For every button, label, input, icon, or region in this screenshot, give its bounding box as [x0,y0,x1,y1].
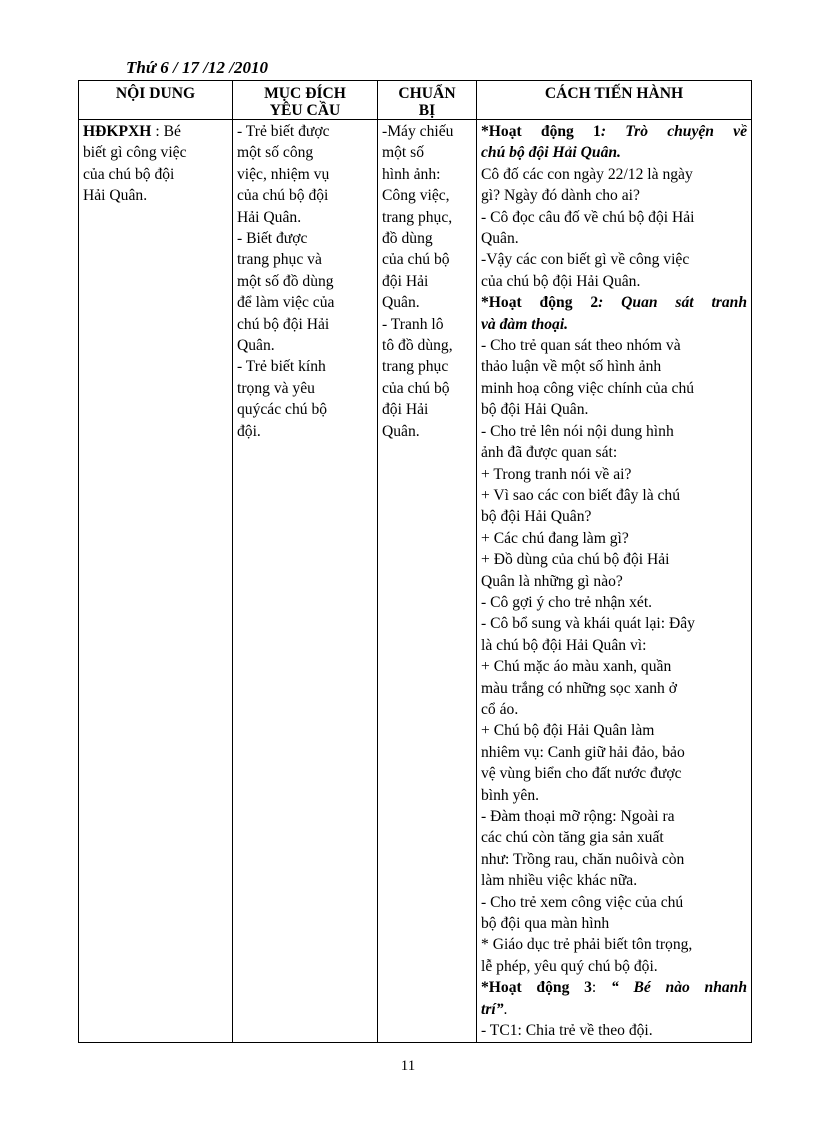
procedure-line: làm nhiều việc khác nữa. [481,872,638,890]
page-number: 11 [400,1058,416,1074]
procedure-line: - Đàm thoại mỡ rộng: Ngoài ra [481,808,675,825]
procedure-line: + Trong tranh nói về ai? [481,465,632,483]
procedure-line: bộ đội Hải Quân. [481,401,589,419]
procedure-cell: *Hoạt động 1: Trò chuyện về chú bộ đội Hải Quân. Cô đố các con ngày 22/12 là ngày gì? Ngày đó dành cho ai? - Cô đọc câu đố về chú bộ đội Hải Quân. -Vậy các con biết gì về công việc của chú bộ đội Hải Quân. *Hoạt động 2: Quan sát tranh và đàm thoại. - Cho trẻ quan sát theo nhóm và thảo luận về một số hình ảnh minh hoạ công việc chính của chú bộ đội Hải Quân. - Cho trẻ lên nói nội dung hình ảnh đã được quan sát: + Trong tranh nói về ai? + Vì sao các con biết đây là chú bộ đội Hải Quân? + Các chú đang làm gì? + Đồ dùng của chú bộ đội Hải Quân là những gì nào? - Cô gợi ý cho trẻ nhận xét. - Cô bổ sung và khái quát lại: Đây là chú bộ đội Hải Quân vì: + Chú mặc áo màu xanh, quần màu trắng có những sọc xanh ở cổ áo. + Chú bộ đội Hải Quân làm nhiêm vụ: Canh giữ hải đảo, bảo vệ vùng biển cho đất nước được bình yên. - Đàm thoại mỡ rộng: Ngoài ra các chú còn tăng gia sản xuất như: Trồng rau, chăn nuôivà còn làm nhiều việc khác nữa. - Cho trẻ xem công việc của chú bộ đội qua màn hình * Giáo dục trẻ phải biết tôn trọng, lễ phép, yêu quý chú bộ đội. *Hoạt động 3: “ Bé nào nhanh trí”. - TC1: Chia trẻ về theo đội. [477,120,752,1043]
procedure-line: bộ đội Hải Quân? [481,508,592,526]
procedure-line: - Cho trẻ quan sát theo nhóm và [481,337,681,355]
procedure-line: -Vậy các con biết gì về công việc [481,251,690,269]
activity-2-title: và đàm thoại. [481,315,569,333]
procedure-line: - Cô gợi ý cho trẻ nhận xét. [481,593,653,611]
header-procedure: CÁCH TIẾN HÀNH [477,81,752,120]
lesson-plan-table [78,80,752,1043]
procedure-line: thảo luận về một số hình ảnh [481,358,662,376]
procedure-line: + Các chú đang làm gì? [481,529,629,547]
procedure-line: nhiêm vụ: Canh giữ hải đảo, bảo [481,743,685,761]
date-heading: Thứ 6 / 17 /12 /2010 [126,58,268,77]
procedure-line: - Cô đọc câu đố về chú bộ đội Hải [481,208,695,226]
activity-type-label: HĐKPXH [83,123,152,140]
last-line: - TC1: Chia trẻ về theo đội. [481,1022,653,1040]
procedure-line: lễ phép, yêu quý chú bộ đội. [481,957,658,975]
procedure-line: ảnh đã được quan sát: [481,444,618,462]
header-preparation: CHUẨN BỊ [378,81,477,120]
activity-1-lines [481,164,747,292]
body-row [79,120,752,1043]
header-purpose: MỤC ĐÍCH YÊU CẦU [233,81,378,120]
procedure-line: - Cho trẻ lên nói nội dung hình [481,422,674,440]
procedure-line: + Chú bộ đội Hải Quân làm [481,722,655,740]
procedure-line: - Cô bổ sung và khái quát lại: Đây [481,615,695,633]
activity-2-label: *Hoạt động 2 [481,294,599,312]
procedure-line: cổ áo. [481,700,519,718]
procedure-line: gì? Ngày đó dành cho ai? [481,187,640,205]
procedure-line: * Giáo dục trẻ phải biết tôn trọng, [481,936,693,954]
procedure-line: như: Trồng rau, chăn nuôivà còn [481,850,685,868]
procedure-line: + Đồ dùng của chú bộ đội Hải [481,551,670,569]
procedure-line: + Chú mặc áo màu xanh, quần [481,658,672,676]
content-cell: HĐKPXH : Bé biết gì công việc của chú bộ đội Hải Quân. [79,120,233,1043]
procedure-line: + Vì sao các con biết đây là chú [481,486,681,504]
procedure-line: vệ vùng biển cho đất nước được [481,765,682,783]
header-content: NỘI DUNG [79,81,233,120]
activity-1-label: *Hoạt động 1 [481,123,601,140]
activity-3-label: *Hoạt động 3 [481,979,592,997]
procedure-line: - Cho trẻ xem công việc của chú [481,893,684,911]
procedure-line: các chú còn tăng gia sản xuất [481,829,664,847]
activity-2-lines [481,335,747,977]
procedure-line: minh hoạ công việc chính của chú [481,379,695,397]
procedure-line: Quân là những gì nào? [481,572,623,590]
preparation-cell: -Máy chiếu một số hình ảnh: Công việc, trang phục, đồ dùng của chú bộ đội Hải Quân. - Tranh lô tô đồ dùng, trang phục của chú bộ đội Hải Quân. [378,120,477,1043]
procedure-line: bộ đội qua màn hình [481,915,610,933]
procedure-line: Cô đố các con ngày 22/12 là ngày [481,165,693,183]
header-row [79,81,752,120]
purpose-cell: - Trẻ biết được một số công việc, nhiệm vụ của chú bộ đội Hải Quân. - Biết được trang phục và một số đồ dùng để làm việc của chú bộ đội Hải Quân. - Trẻ biết kính trọng và yêu quýcác chú bộ đội. [233,120,378,1043]
procedure-line: của chú bộ đội Hải Quân. [481,272,641,290]
procedure-line: màu trắng có những sọc xanh ở [481,679,677,697]
procedure-line: bình yên. [481,786,540,804]
procedure-line: Quân. [481,230,519,248]
activity-3-title: trí” [481,1000,504,1018]
activity-1-title: chú bộ đội Hải Quân. [481,144,621,162]
procedure-line: là chú bộ đội Hải Quân vì: [481,636,647,654]
